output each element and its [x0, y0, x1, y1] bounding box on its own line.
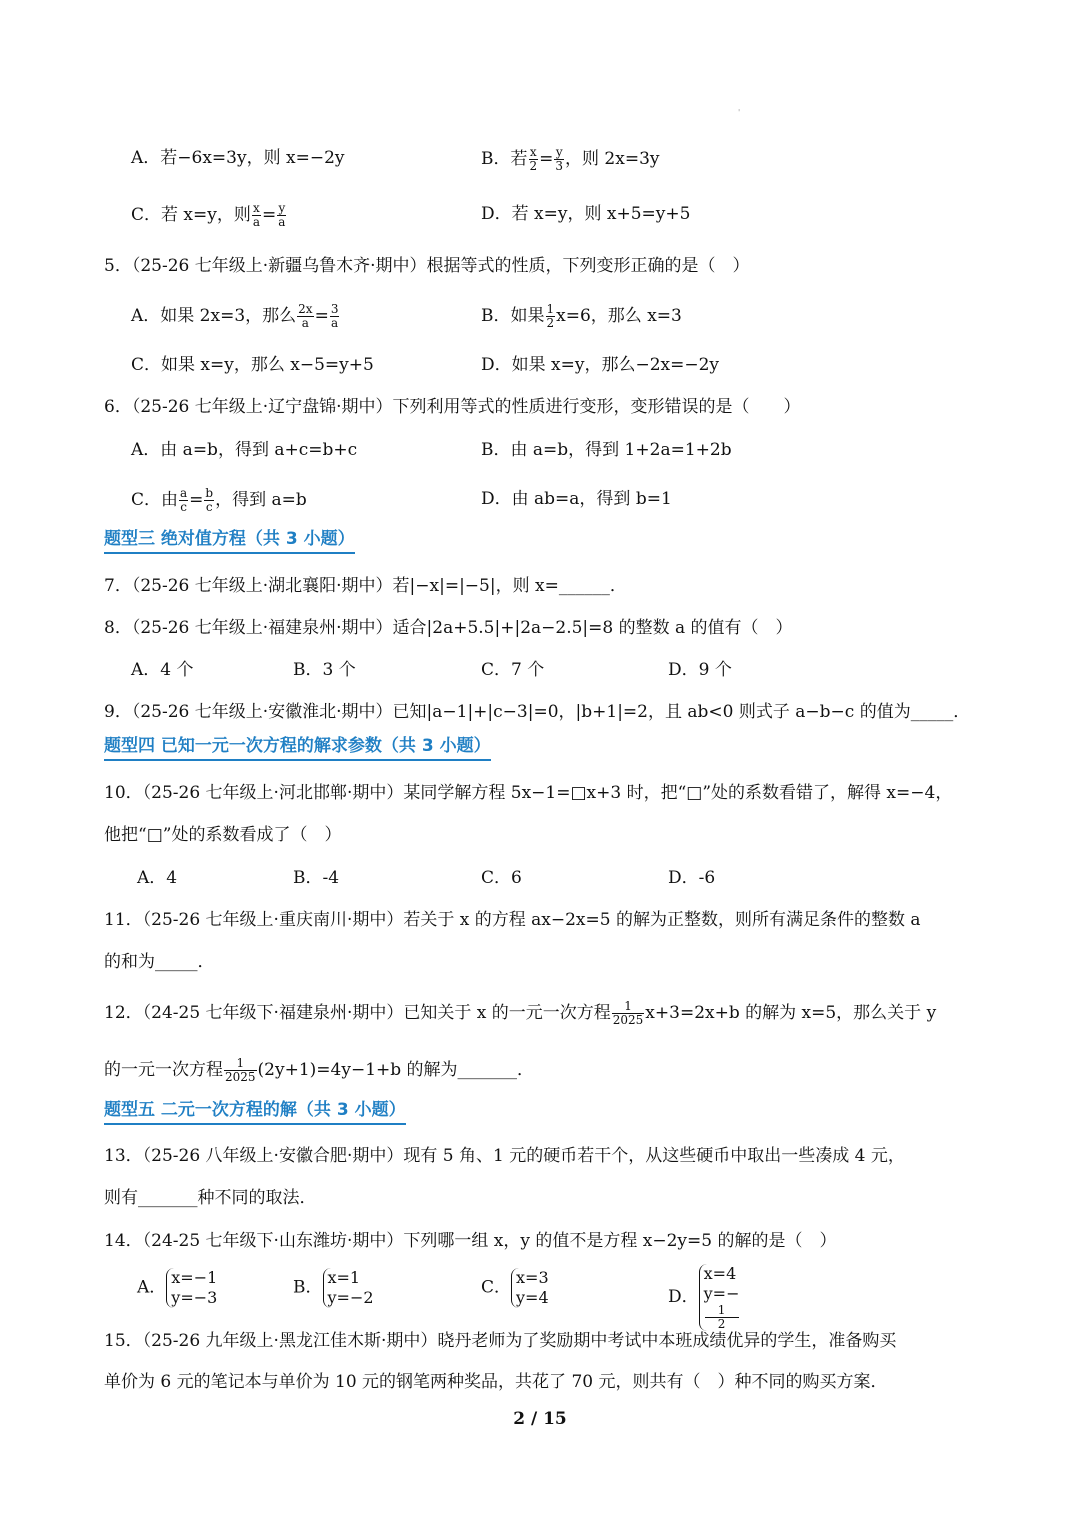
q4-c-prefix: C．若 x=y，则	[131, 205, 251, 225]
q14-option-c[interactable]	[481, 1268, 549, 1308]
q6-c-prefix: C．由	[131, 490, 179, 510]
q14-a-label: A．	[137, 1277, 167, 1298]
q14-b-label: B．	[293, 1277, 323, 1298]
q13-stem-line2: 则有_______种不同的取法．	[104, 1188, 317, 1208]
q10-option-d[interactable]: D．-6	[668, 868, 716, 888]
stray-mark: '	[738, 108, 741, 117]
q6-stem: 6．（25-26 七年级上·辽宁盘锦·期中）下列利用等式的性质进行变形，变形错误的是（ ）	[104, 397, 801, 417]
q4-b-suffix: ，则 2x=3y	[565, 149, 660, 169]
q8-option-b[interactable]: B．3 个	[293, 660, 356, 680]
fraction: $\frac{a}{c}$	[180, 486, 188, 514]
page-number: 2 / 15	[513, 1409, 567, 1429]
q10-option-b[interactable]: B．-4	[293, 868, 340, 888]
fraction: $\frac{x}{2}$	[529, 145, 538, 173]
q14-stem: 14．（24-25 七年级下·山东潍坊·期中）下列哪一组 x，y 的值不是方程 x−2y=5 的解的是（ ）	[104, 1231, 837, 1251]
q15-stem-line2: 单价为 6 元的笔记本与单价为 10 元的钢笔两种奖品，共花了 70 元，则共有（ ）种不同的购买方案．	[104, 1372, 888, 1392]
q8-stem: 8．（25-26 七年级上·福建泉州·期中）适合|2a+5.5|+|2a−2.5|=8 的整数 a 的值有（ ）	[104, 618, 793, 638]
q5-b-suffix: x=6，那么 x=3	[556, 306, 682, 326]
section-heading-4: 题型四 已知一元一次方程的解求参数（共 3 小题）	[104, 734, 491, 761]
q14-option-b[interactable]	[293, 1268, 374, 1308]
q14-d-label: D．	[668, 1287, 699, 1307]
q5-option-d[interactable]: D．如果 x=y，那么−2x=−2y	[481, 355, 720, 375]
q12-stem-line2	[104, 1057, 534, 1084]
q5-a-prefix: A．如果 2x=3，那么	[131, 306, 297, 326]
equation-system: x=4 y=− 1 2	[699, 1264, 740, 1331]
q14-option-d[interactable]	[668, 1264, 740, 1331]
q7-stem: 7．（25-26 七年级上·湖北襄阳·期中）若|−x|=|−5|，则 x=______．	[104, 576, 627, 596]
fraction: $\frac{y}{3}$	[555, 145, 564, 173]
fraction: $\frac{1}{2}$	[546, 302, 555, 330]
fraction: $\frac{b}{c}$	[205, 486, 214, 514]
q6-option-b[interactable]: B．由 a=b，得到 1+2a=1+2b	[481, 440, 732, 460]
q5-b-prefix: B．如果	[481, 306, 545, 326]
fraction: 1 2	[705, 1304, 739, 1331]
q14-option-a[interactable]	[137, 1268, 217, 1308]
q6-option-d[interactable]: D．由 ab=a，得到 b=1	[481, 489, 672, 509]
q9-stem: 9．（25-26 七年级上·安徽淮北·期中）已知|a−1|+|c−3|=0，|b+1|=2，且 ab<0 则式子 a−b−c 的值为_____．	[104, 702, 971, 722]
q6-c-suffix: ，得到 a=b	[215, 490, 307, 510]
q12-stem-line1	[104, 1000, 936, 1027]
fraction: $\frac{x}{a}$	[252, 201, 261, 229]
q10-option-a[interactable]: A．4	[137, 868, 178, 888]
q4-option-a[interactable]: A．若−6x=3y，则 x=−2y	[131, 148, 345, 168]
q10-option-c[interactable]: C．6	[481, 868, 522, 888]
q5-stem: 5．（25-26 七年级上·新疆乌鲁木齐·期中）根据等式的性质，下列变形正确的是（ ）	[104, 256, 750, 276]
q11-stem-line2: 的和为_____．	[104, 952, 215, 972]
equation-system: x=−1 y=−3	[166, 1268, 217, 1308]
fraction: $\frac{2x}{a}$	[298, 302, 313, 330]
q4-option-d[interactable]: D．若 x=y，则 x+5=y+5	[481, 204, 691, 224]
q10-stem-line1: 10．（25-26 七年级上·河北邯郸·期中）某同学解方程 5x−1=□x+3 时，把“□”处的系数看错了，解得 x=−4，	[104, 783, 953, 803]
q6-option-c[interactable]: C．由 $\frac{a}{c}$ = $\frac{b}{c}$ ，得到 a=b	[131, 486, 307, 514]
q4-option-b[interactable]: B．若 $\frac{x}{2}$ = $\frac{y}{3}$ ，则 2x=3y	[481, 145, 660, 173]
equation-system: x=1 y=−2	[323, 1268, 374, 1308]
q8-option-d[interactable]: D．9 个	[668, 660, 732, 680]
q12-line1-prefix: 12．（24-25 七年级下·福建泉州·期中）已知关于 x 的一元一次方程	[104, 1003, 611, 1023]
q11-stem-line1: 11．（25-26 七年级上·重庆南川·期中）若关于 x 的方程 ax−2x=5 的解为正整数，则所有满足条件的整数 a	[104, 910, 921, 930]
q5-option-a[interactable]: A．如果 2x=3，那么 $\frac{2x}{a}$ = $\frac{3}{a}$	[131, 302, 339, 330]
fraction: $\frac{3}{a}$	[330, 302, 339, 330]
q4-option-c[interactable]: C．若 x=y，则 $\frac{x}{a}$ = $\frac{y}{a}$	[131, 201, 286, 229]
equation-system: x=3 y=4	[511, 1268, 549, 1308]
q12-line2-suffix: (2y+1)=4y−1+b 的解为_______．	[257, 1060, 535, 1080]
section-heading-3: 题型三 绝对值方程（共 3 小题）	[104, 527, 355, 554]
q4-b-prefix: B．若	[481, 149, 528, 169]
q12-line1-suffix: x+3=2x+b 的解为 x=5，那么关于 y	[645, 1003, 937, 1023]
fraction: $\frac{1}{2025}$	[225, 1056, 256, 1084]
q8-option-c[interactable]: C．7 个	[481, 660, 545, 680]
q12-line2-prefix: 的一元一次方程	[104, 1060, 223, 1080]
q6-option-a[interactable]: A．由 a=b，得到 a+c=b+c	[131, 440, 358, 460]
q5-option-b[interactable]	[481, 303, 682, 330]
q10-stem-line2: 他把“□”处的系数看成了（ ）	[104, 825, 342, 845]
fraction: $\frac{y}{a}$	[278, 201, 286, 229]
q15-stem-line1: 15．（25-26 九年级上·黑龙江佳木斯·期中）晓丹老师为了奖励期中考试中本班成绩优异的学生，准备购买	[104, 1331, 897, 1351]
q5-option-c[interactable]: C．如果 x=y，那么 x−5=y+5	[131, 355, 374, 375]
fraction: $\frac{1}{2025}$	[612, 999, 644, 1027]
q8-option-a[interactable]: A．4 个	[131, 660, 194, 680]
q14-c-label: C．	[481, 1277, 512, 1298]
q13-stem-line1: 13．（25-26 八年级上·安徽合肥·期中）现有 5 角、1 元的硬币若干个，从这些硬币中取出一些凑成 4 元，	[104, 1146, 905, 1166]
section-heading-5: 题型五 二元一次方程的解（共 3 小题）	[104, 1098, 406, 1125]
